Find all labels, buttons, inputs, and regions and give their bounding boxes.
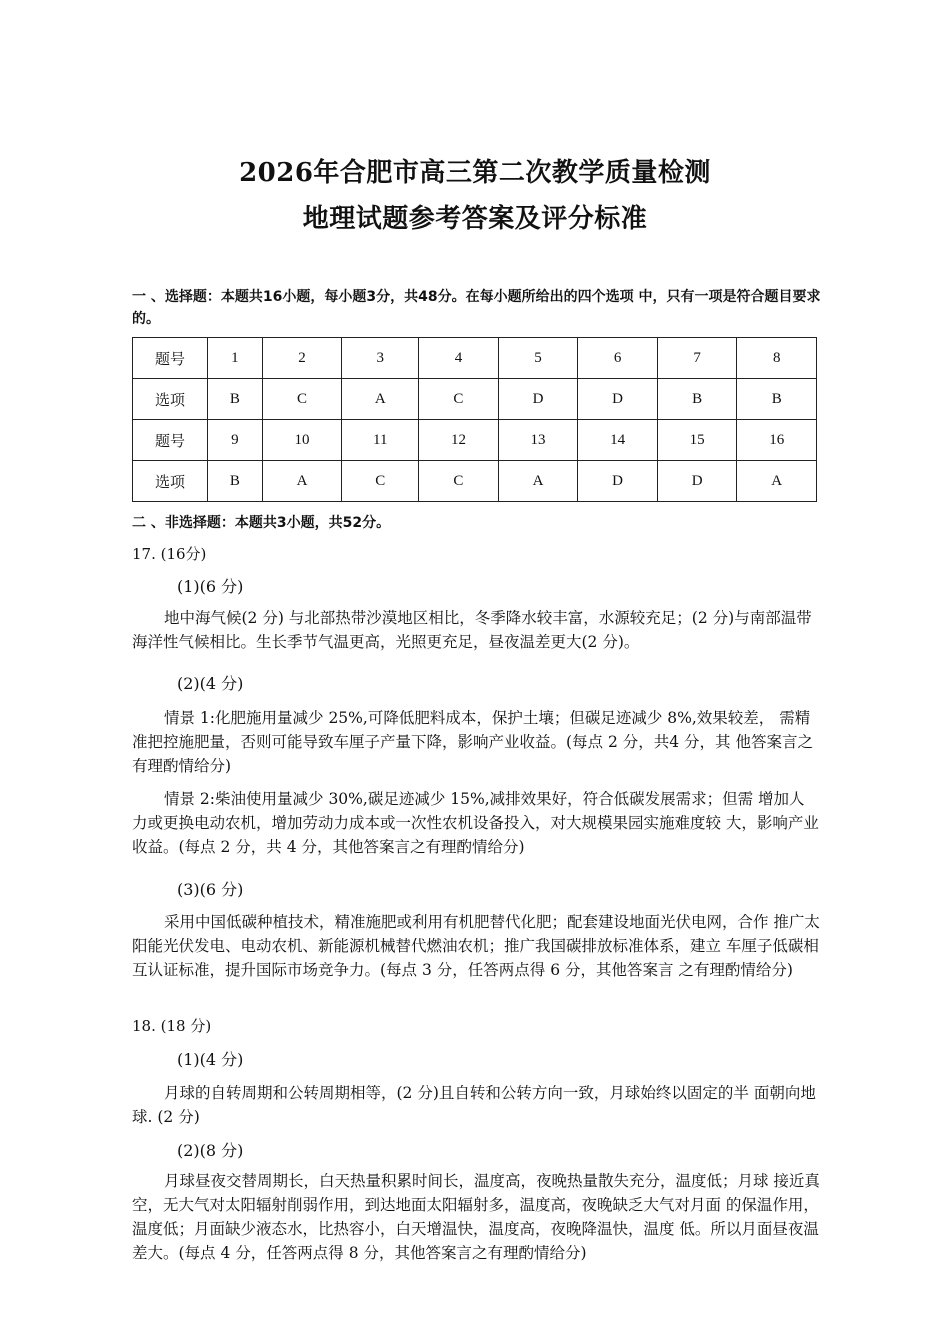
table-cell: A — [262, 461, 342, 502]
table-cell: D — [498, 379, 578, 420]
table-cell: 16 — [737, 420, 817, 461]
table-row — [133, 420, 817, 461]
question-17-part-2-answer-b: 情景 2:柴油使用量减少 30%,碳足迹减少 15%,减排效果好，符合低碳发展需求；但需 增加人力或更换电动农机，增加劳动力成本或一次性农机设备投入，对大规模果园实施难度较 大，影响产业收益。(每点 2 分，共 4 分，其他答案言之有理酌情给分) — [132, 790, 819, 856]
section-2-heading: 二 、非选择题：本题共3小题，共52分。 — [132, 515, 391, 531]
question-18-label: 18. (18 分) — [132, 1017, 212, 1035]
answer-table — [132, 337, 817, 502]
question-18-part-2-answer: 月球昼夜交替周期长，白天热量积累时间长，温度高，夜晚热量散失充分，温度低；月球 接近真空，无大气对太阳辐射削弱作用，到达地面太阳辐射多，温度高，夜晚缺乏大气对月面 的保温作用，温度低；月面缺少液态水，比热容小，白天增温快，温度高，夜晚降温快，温度 低。所以月面昼夜温差大。(每点 4 分，任答两点得 8 分，其他答案言之有理酌情给分) — [132, 1172, 820, 1262]
question-17-part-1-answer: 地中海气候(2 分) 与北部热带沙漠地区相比，冬季降水较丰富，水源较充足；(2 分)与南部温带海洋性气候相比。生长季节气温更高，光照更充足，昼夜温差更大(2 分)。 — [132, 609, 812, 651]
table-cell: D — [578, 461, 658, 502]
table-cell: 15 — [657, 420, 737, 461]
table-cell: B — [208, 379, 263, 420]
document-title: 2026年合肥市高三第二次教学质量检测 — [239, 158, 711, 188]
question-17-part-2-answer-a: 情景 1:化肥施用量减少 25%,可降低肥料成本，保护土壤；但碳足迹减少 8%,效果较差， 需精准把控施肥量，否则可能导致车厘子产量下降，影响产业收益。(每点 2 分，共4 分，其 他答案言之有理酌情给分) — [132, 709, 813, 775]
table-row — [133, 461, 817, 502]
table-cell: B — [208, 461, 263, 502]
table-cell: 6 — [578, 338, 658, 379]
table-cell: 10 — [262, 420, 342, 461]
question-17-label: 17. (16分) — [132, 545, 207, 563]
question-17-part-1-label: (1)(6 分) — [177, 577, 244, 596]
document-subtitle: 地理试题参考答案及评分标准 — [302, 204, 648, 234]
section-1-heading: 一 、选择题：本题共16小题，每小题3分，共48分。在每小题所给出的四个选项 中，只有一项是符合题目要求的。 — [132, 289, 821, 327]
table-cell: 题号 — [133, 420, 208, 461]
question-17-part-3-label: (3)(6 分) — [177, 880, 244, 899]
table-cell: C — [262, 379, 342, 420]
table-cell: B — [657, 379, 737, 420]
table-row — [133, 338, 817, 379]
table-cell: 5 — [498, 338, 578, 379]
table-cell: D — [578, 379, 658, 420]
table-cell: 8 — [737, 338, 817, 379]
table-cell: 14 — [578, 420, 658, 461]
question-18-part-1-label: (1)(4 分) — [177, 1050, 244, 1069]
table-cell: C — [419, 461, 499, 502]
table-cell: 1 — [208, 338, 263, 379]
table-cell: 9 — [208, 420, 263, 461]
table-cell: C — [419, 379, 499, 420]
table-row — [133, 379, 817, 420]
table-cell: 11 — [342, 420, 419, 461]
table-cell: A — [498, 461, 578, 502]
table-cell: 选项 — [133, 461, 208, 502]
table-cell: 13 — [498, 420, 578, 461]
table-cell: 选项 — [133, 379, 208, 420]
table-cell: D — [657, 461, 737, 502]
table-cell: 题号 — [133, 338, 208, 379]
question-18-part-1-answer: 月球的自转周期和公转周期相等，(2 分)且自转和公转方向一致，月球始终以固定的半 面朝向地球. (2 分) — [132, 1084, 816, 1126]
table-cell: 12 — [419, 420, 499, 461]
table-cell: 3 — [342, 338, 419, 379]
table-cell: 4 — [419, 338, 499, 379]
question-18-part-2-label: (2)(8 分) — [177, 1141, 244, 1160]
table-cell: 7 — [657, 338, 737, 379]
table-cell: C — [342, 461, 419, 502]
table-cell: A — [342, 379, 419, 420]
question-17-part-2-label: (2)(4 分) — [177, 674, 244, 693]
question-17-part-3-answer: 采用中国低碳种植技术，精准施肥或利用有机肥替代化肥；配套建设地面光伏电网，合作 推广太阳能光伏发电、电动农机、新能源机械替代燃油农机；推广我国碳排放标准体系，建立 车厘子低碳相互认证标准，提升国际市场竞争力。(每点 3 分，任答两点得 6 分，其他答案言 之有理酌情给分) — [132, 913, 820, 979]
table-cell: B — [737, 379, 817, 420]
table-cell: A — [737, 461, 817, 502]
table-cell: 2 — [262, 338, 342, 379]
